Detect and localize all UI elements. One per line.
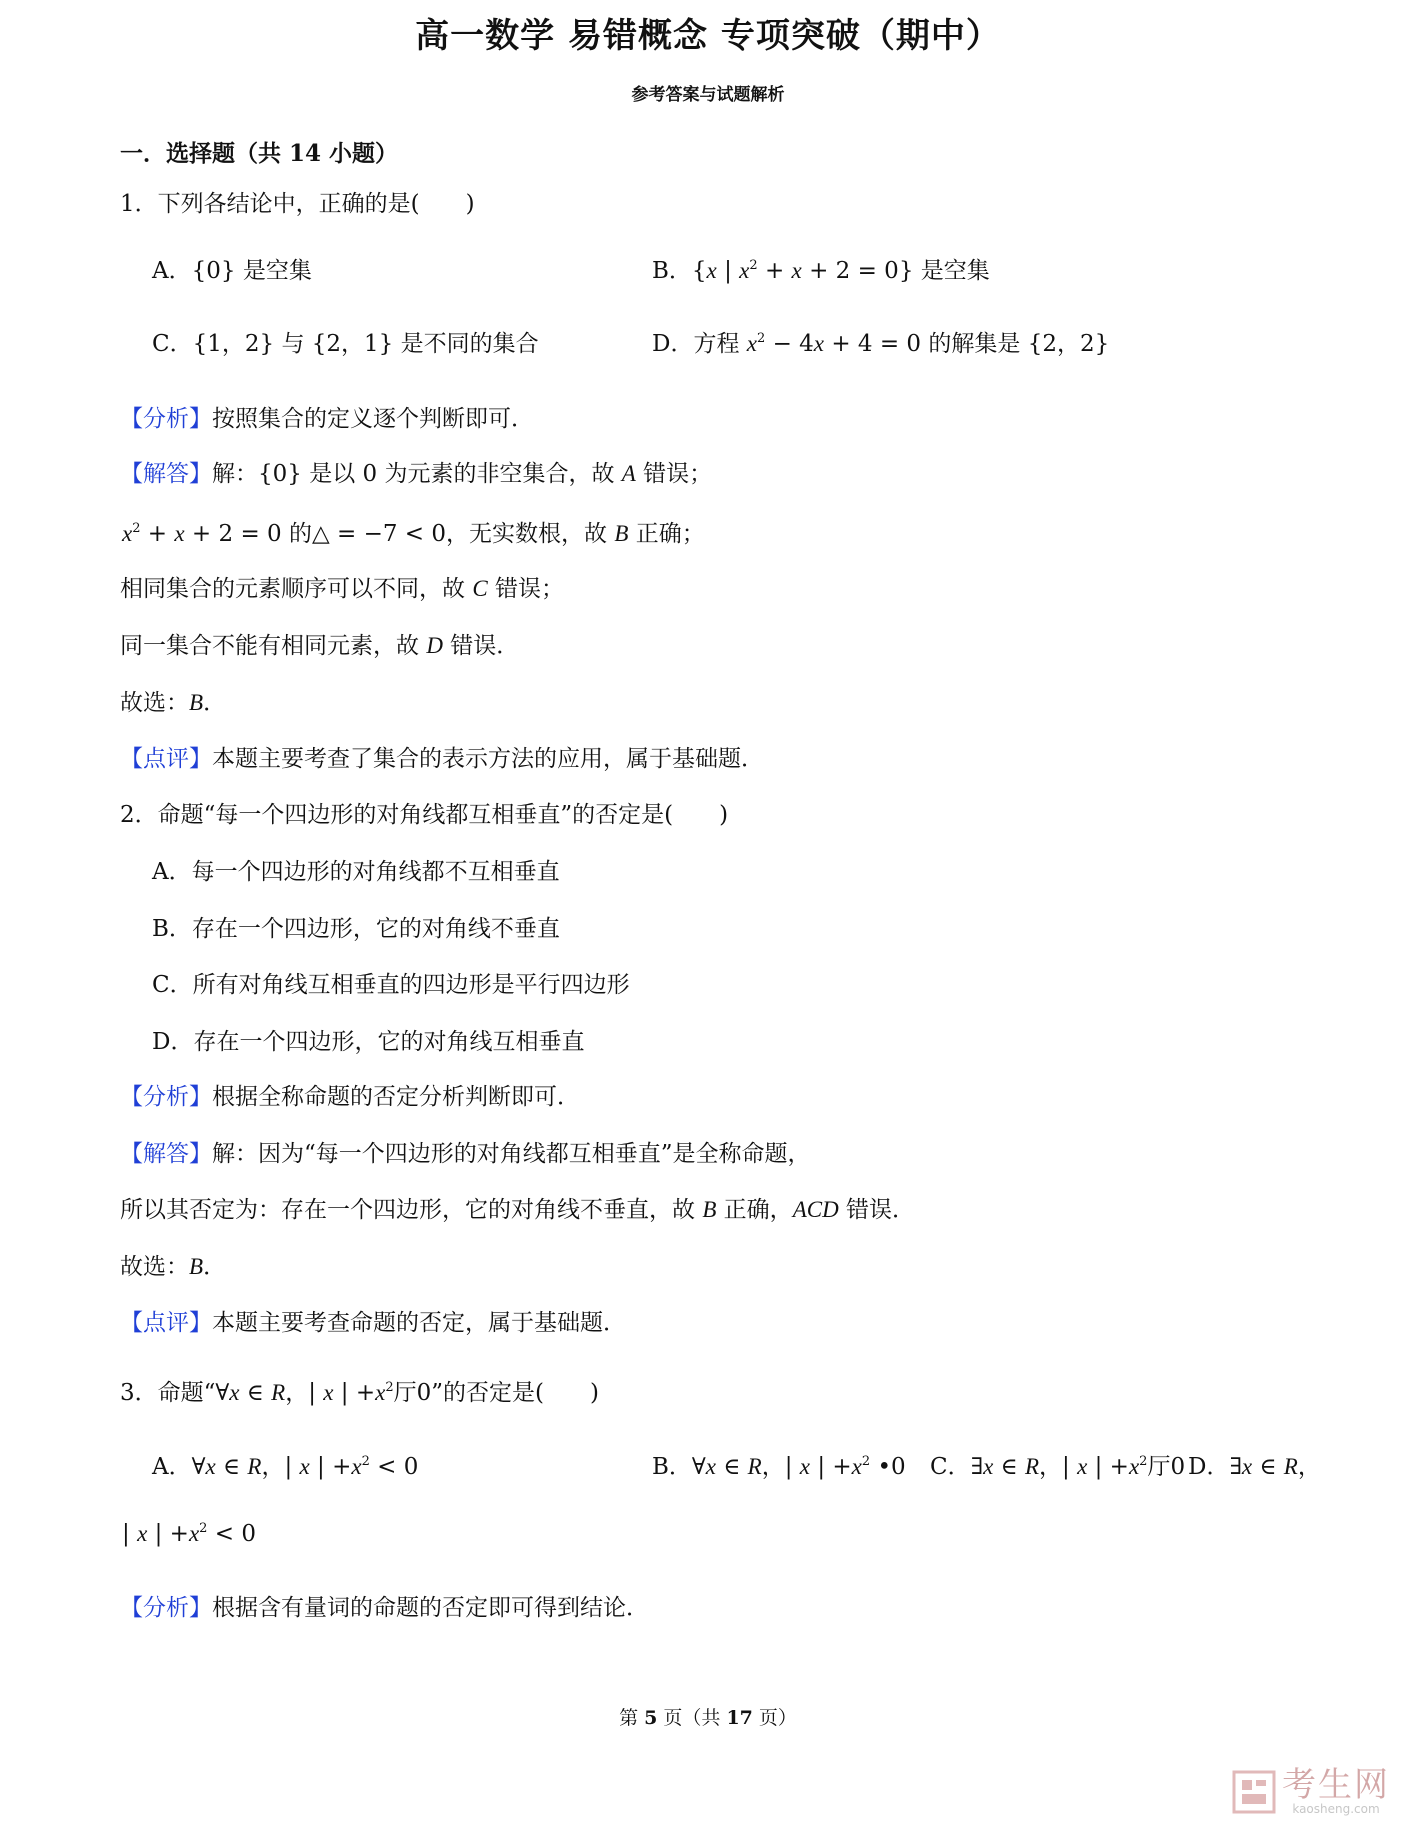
q3-option-d-continued: | x | $+x^2 < 0$ (122, 1521, 256, 1547)
q1-option-d: D．方程 $x^2 - 4x + 4 = 0$ 的解集是 {2，2} (652, 331, 1110, 357)
q1-option-c: C．{1，2} 与 {2，1} 是不同的集合 (152, 331, 539, 357)
q1-analysis: 【分析】按照集合的定义逐个判断即可． (120, 406, 534, 432)
q2-option-b: B．存在一个四边形，它的对角线不垂直 (152, 916, 560, 942)
q2-comment: 【点评】本题主要考查命题的否定，属于基础题． (120, 1310, 626, 1336)
q2-choice: 故选：B． (120, 1254, 227, 1280)
q1-choice: 故选：B． (120, 690, 227, 716)
watermark-text: 考生网 (1282, 1765, 1390, 1805)
q1-answer-line1: 【解答】解：{0} 是以 0 为元素的非空集合，故 A 错误； (120, 461, 713, 487)
q2-stem: 2．命题“每一个四边形的对角线都互相垂直”的否定是( ) (120, 802, 729, 828)
watermark-url: kaosheng.com (1292, 1802, 1380, 1816)
q3-option-d: D．∃x ∈ R， (1188, 1454, 1321, 1480)
q1-stem: 1．下列各结论中，正确的是( ) (120, 191, 475, 217)
q3-option-a: A．∀x ∈ R，| x | $+x^2 < 0$ (152, 1454, 419, 1480)
q2-answer-line1: 【解答】解：因为“每一个四边形的对角线都互相垂直”是全称命题， (120, 1141, 811, 1167)
section-heading: 一．选择题（共 14 小题） (120, 140, 399, 167)
q1-comment: 【点评】本题主要考查了集合的表示方法的应用，属于基础题． (120, 746, 764, 772)
q1-answer-line2: $x^2 + x + 2 = 0$ 的△ = −7 < 0，无实数根，故 B 正确； (122, 521, 705, 547)
q3-analysis: 【分析】根据含有量词的命题的否定即可得到结论． (120, 1595, 649, 1621)
q1-option-b: B．{x | $x^2 + x + 2 = 0$} 是空集 (652, 258, 990, 284)
q2-option-c: C．所有对角线互相垂直的四边形是平行四边形 (152, 972, 630, 998)
q1-answer-line3: 相同集合的元素顺序可以不同，故 C 错误； (120, 576, 564, 602)
page-title: 高一数学 易错概念 专项突破（期中） (415, 16, 1001, 56)
watermark (1232, 1765, 1390, 1816)
q3-option-c: C．∃x ∈ R，| x | $+x^2$厅0 (930, 1454, 1186, 1480)
q2-analysis: 【分析】根据全称命题的否定分析判断即可． (120, 1084, 580, 1110)
q2-option-a: A．每一个四边形的对角线都不互相垂直 (152, 859, 560, 885)
q2-option-d: D．存在一个四边形，它的对角线互相垂直 (152, 1029, 585, 1055)
page-subtitle: 参考答案与试题解析 (631, 85, 785, 105)
q1-answer-line4: 同一集合不能有相同元素，故 D 错误． (120, 633, 520, 659)
q2-answer-line2: 所以其否定为：存在一个四边形，它的对角线不垂直，故 B 正确，ACD 错误． (120, 1197, 915, 1223)
q3-stem: 3．命题“∀x ∈ R，| x | $+x^2$厅0”的否定是( ) (120, 1380, 599, 1406)
q1-option-a: A．{0} 是空集 (152, 258, 312, 284)
q3-option-b: B．∀x ∈ R，| x | $+x^2$ •0 (652, 1454, 906, 1480)
page-footer: 第 5 页（共 17 页） (619, 1707, 797, 1729)
watermark-logo-icon (1232, 1770, 1276, 1814)
